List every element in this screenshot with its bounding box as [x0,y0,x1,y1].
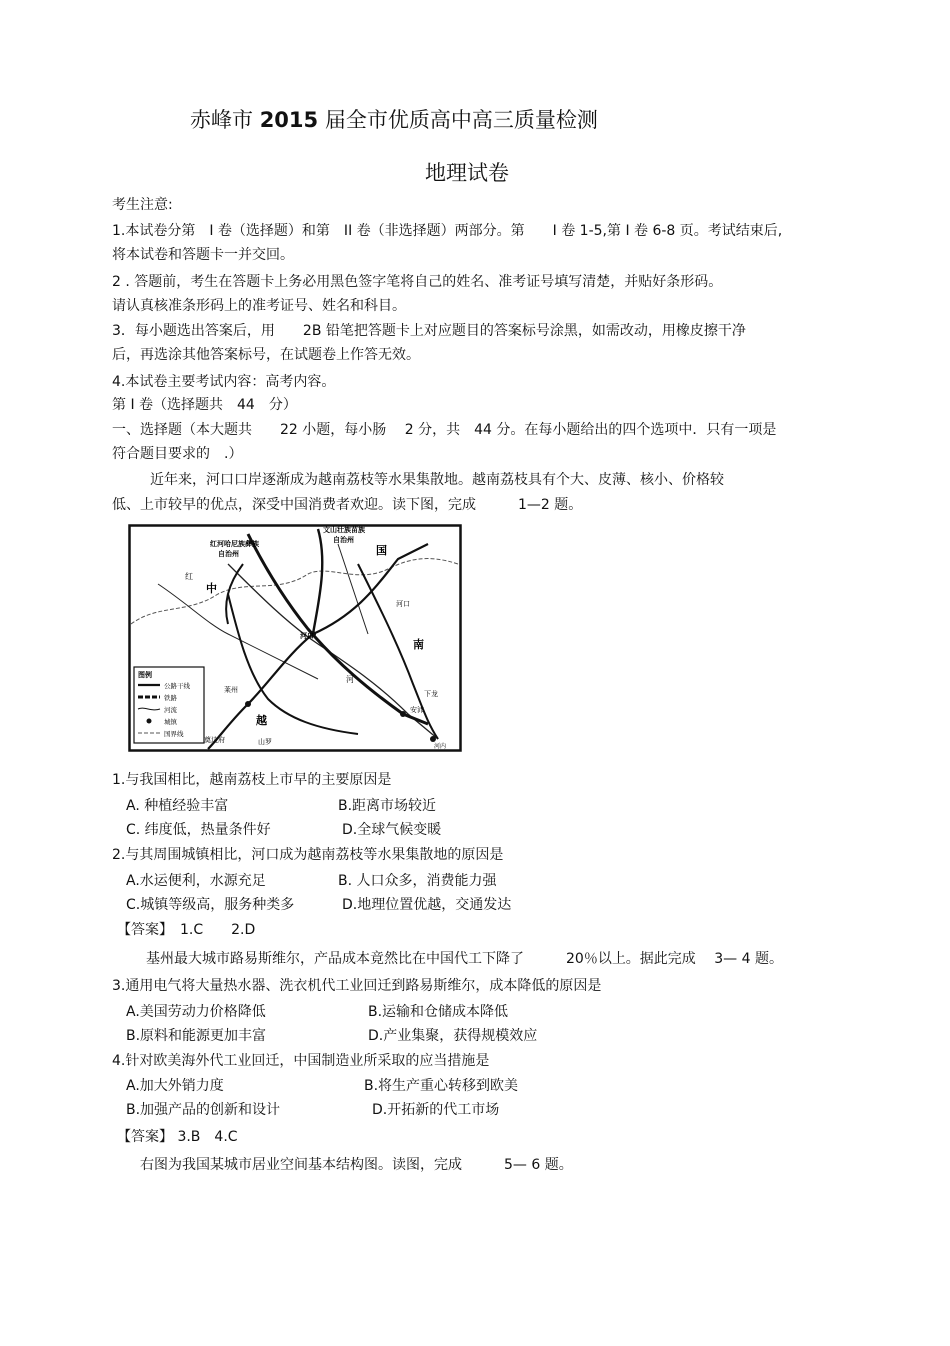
map-label-hekou: 河口 [300,632,314,640]
map-label-yue: 越 [256,714,267,727]
town-hanoi [430,736,436,742]
exam-subtitle: 地理试卷 [425,161,509,185]
town-laizhou [245,701,251,707]
map-label-hechuan: 河口 [396,600,410,608]
hekou-region-map [128,524,462,752]
map-legend [134,667,204,743]
part1-instructions-b: 符合题目要求的 .） [112,446,243,462]
passage-3: 右图为我国某城市居业空间基本结构图。读图，完成 5— 6 题。 [140,1157,573,1173]
notice-item-2b: 请认真核准条形码上的准考证号、姓名和科目。 [112,298,406,314]
passage-1a: 近年来，河口口岸逐渐成为越南荔枝等水果集散地。越南荔枝具有个大、皮薄、核小、价格较 [150,472,724,488]
town-anpei [400,711,406,717]
map-label-nan: 南 [413,638,424,651]
question-4-option-d: D.开拓新的代工市场 [372,1102,500,1118]
map-label-he: 河 [346,675,354,684]
question-3-option-d: D.产业集聚，获得规模效应 [368,1028,538,1044]
passage-2: 基州最大城市路易斯维尔，产品成本竟然比在中国代工下降了 20％以上。据此完成 3— 4 题。 [146,951,783,967]
legend-river: 河流 [164,706,177,714]
notice-heading: 考生注意: [112,197,173,213]
map-label-dianbian: 奠边府 [204,736,225,744]
question-3-option-c: B.原料和能源更加丰富 [126,1028,267,1044]
map-label-anpei: 安沛 [410,706,424,714]
legend-title: 图例 [138,671,152,679]
question-2-option-b: B. 人口众多，消费能力强 [338,873,497,889]
notice-item-3a: 3．每小题选出答案后，用 2B 铅笔把答题卡上对应题目的答案标号涂黑，如需改动，用橡皮擦干净 [112,323,746,339]
legend-border: 国界线 [164,730,184,738]
question-1-option-c: C. 纬度低，热量条件好 [126,822,271,838]
notice-item-3b: 后，再选涂其他答案标号，在试题卷上作答无效。 [112,347,420,363]
notice-item-4: 4.本试卷主要考试内容：高考内容。 [112,374,336,390]
question-1-option-a: A. 种植经验丰富 [126,798,229,814]
legend-town: 城镇 [164,718,177,726]
question-2-option-d: D.地理位置优越，交通发达 [342,897,512,913]
map-label-guo: 国 [376,544,387,557]
exam-title: 赤峰市 2015 届全市优质高中高三质量检测 [190,108,598,132]
question-4-stem: 4.针对欧美海外代工业回迁，中国制造业所采取的应当措施是 [112,1053,490,1069]
passage-1b: 低、上市较早的优点，深受中国消费者欢迎。读下图，完成 1—2 题。 [112,497,583,513]
question-4-option-a: A.加大外销力度 [126,1078,224,1094]
question-3-option-a: A.美国劳动力价格降低 [126,1004,266,1020]
part1-instructions-a: 一、选择题（本大题共 22 小题，每小肠 2 分，共 44 分。在每小题给出的四个选项中．只有一项是 [112,422,777,438]
legend-town-symbol [147,719,152,724]
legend-railway: 铁路 [164,694,177,702]
question-2-option-c: C.城镇等级高，服务种类多 [126,897,295,913]
legend-highway: 公路干线 [164,682,190,690]
question-3-stem: 3.通用电气将大量热水器、洗衣机代工业回迁到路易斯维尔，成本降低的原因是 [112,978,602,994]
question-1-option-d: D.全球气候变暖 [342,822,442,838]
notice-item-2a: 2 . 答题前，考生在答题卡上务必用黑色签字笔将自己的姓名、准考证号填写清楚，并贴好条形码。 [112,274,723,290]
question-1-option-b: B.距离市场较近 [338,798,437,814]
map-label-wenshan-1: 文山壮族苗族 [323,526,365,534]
answer-1-2: 【答案】 1.C 2.D [117,922,256,938]
question-4-option-b: B.将生产重心转移到欧美 [364,1078,519,1094]
map-label-honghe-2: 自治州 [218,550,239,558]
part1-heading: 第 I 卷（选择题共 44 分） [112,397,297,413]
map-label-hanoi: 河内 [434,743,447,750]
map-label-xialong: 下龙 [424,690,438,698]
map-label-wenshan-2: 自治州 [333,536,354,544]
notice-item-1a: 1.本试卷分第 I 卷（选择题）和第 II 卷（非选择题）两部分。第 I 卷 1-5,第 I 卷 6-8 页。考试结束后, [112,223,783,239]
map-label-hong: 红 [185,572,193,581]
question-4-option-c: B.加强产品的创新和设计 [126,1102,281,1118]
notice-item-1b: 将本试卷和答题卡一并交回。 [112,247,294,263]
question-2-option-a: A.水运便利，水源充足 [126,873,266,889]
question-1-stem: 1.与我国相比，越南荔枝上市早的主要原因是 [112,772,392,788]
question-3-option-b: B.运输和仓储成本降低 [368,1004,509,1020]
answer-3-4: 【答案】 3.B 4.C [117,1129,238,1145]
map-label-shanluo: 山罗 [258,738,272,746]
map-label-honghe-1: 红河哈尼族彝族 [210,540,259,548]
map-label-laizhou: 莱州 [224,686,238,694]
map-label-zhong: 中 [206,582,217,595]
question-2-stem: 2.与其周围城镇相比，河口成为越南荔枝等水果集散地的原因是 [112,847,504,863]
